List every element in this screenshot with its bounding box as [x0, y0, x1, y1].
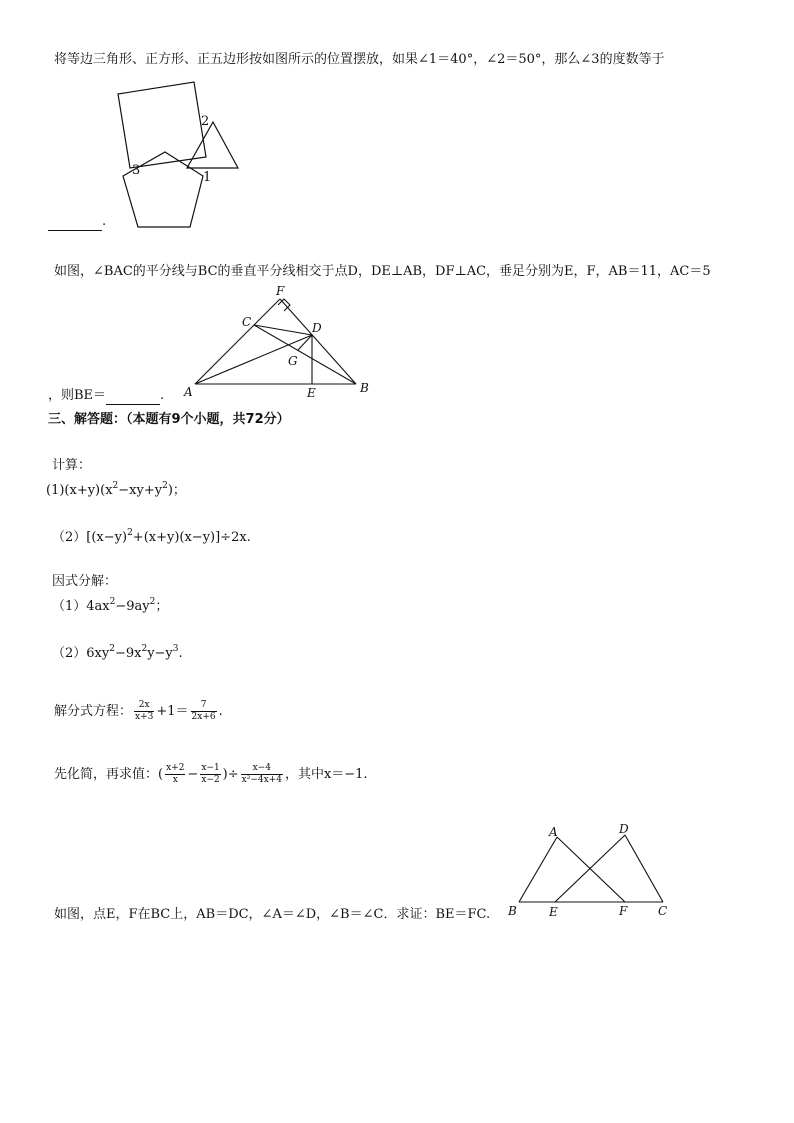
q3-intro: 计算： [52, 458, 92, 473]
q4-intro: 因式分解： [52, 574, 118, 589]
q6-frac-2: $\frac{x-1}{x-2}$ [201, 763, 220, 785]
q6-frac-1: $\frac{x+2}{x}$ [166, 763, 185, 785]
angle-1-label: 1 [203, 170, 212, 185]
q1-figure [110, 76, 250, 231]
q4-part2: $(2)6xy^2-9x^2y-y^3$. [52, 644, 183, 661]
section-3-heading: 三、解答题：（本题有9个小题，共72分） [48, 412, 290, 427]
q1-text: 将等边三角形、正方形、正五边形按如图所示的位置摆放，如果∠1＝40°，∠2＝50°，那么∠3的度数等于 [54, 52, 665, 67]
q1-period: . [102, 214, 107, 229]
point-A-label: A [549, 825, 558, 839]
q2-figure [180, 285, 380, 400]
q7-figure [505, 820, 675, 920]
q4-part1: $(1)4ax^2-9ay^2$； [52, 597, 169, 614]
angle-2-label: 2 [201, 114, 210, 129]
point-C-label: C [658, 904, 668, 918]
square-shape [118, 82, 206, 168]
point-C-label: C [242, 315, 252, 329]
point-A-label: A [184, 385, 193, 399]
q2-text: 如图，∠BAC的平分线与BC的垂直平分线相交于点D，DE⊥AB，DF⊥AC，垂足分别为E，F，AB＝11，AC＝5 [54, 264, 711, 279]
q5-equation: 解分式方程： $\frac{2x}{x+3}$ +1＝ $\frac{7}{2x+6}$ . [54, 700, 223, 722]
q2-answer-line [48, 388, 164, 405]
q3-part1: $(1)(x+y)(x^2-xy+y^2)$； [46, 481, 186, 498]
point-E-label: E [307, 386, 316, 400]
q2-blank [106, 388, 160, 405]
q2-tail: ，则BE＝ [48, 388, 107, 403]
point-G-label: G [288, 354, 298, 368]
q5-frac-1: $\frac{2x}{x+3}$ [135, 700, 154, 722]
q1-answer-line [48, 214, 106, 231]
q5-frac-2: $\frac{7}{2x+6}$ [191, 700, 216, 722]
angle-3-label: 3 [132, 163, 141, 178]
point-E-label: E [549, 905, 558, 919]
point-D-label: D [619, 822, 629, 836]
q1-blank [48, 214, 102, 231]
point-F-label: F [276, 284, 285, 298]
q3-part2: $(2)[(x-y)^2+(x+y)(x-y)]\div 2x$. [52, 528, 251, 545]
q7-text: 如图，点E，F在BC上，AB＝DC，∠A＝∠D，∠B＝∠C．求证：BE＝FC. [54, 907, 491, 922]
q6-frac-3: $\frac{x-4}{\text{x²−4x+4}}$ [241, 763, 282, 785]
point-D-label: D [312, 321, 322, 335]
q6-expression: 先化简，再求值：( $\frac{x+2}{x}$ − $\frac{x-1}{x-2}$ )÷ $\frac{x-4}{\text{x²−4x+4}}$ ，其中x＝−1. [54, 763, 368, 785]
triangle-shape [187, 122, 238, 168]
point-F-label: F [619, 904, 628, 918]
q2-period: . [160, 388, 165, 403]
point-B-label: B [360, 381, 369, 395]
point-B-label: B [508, 904, 517, 918]
